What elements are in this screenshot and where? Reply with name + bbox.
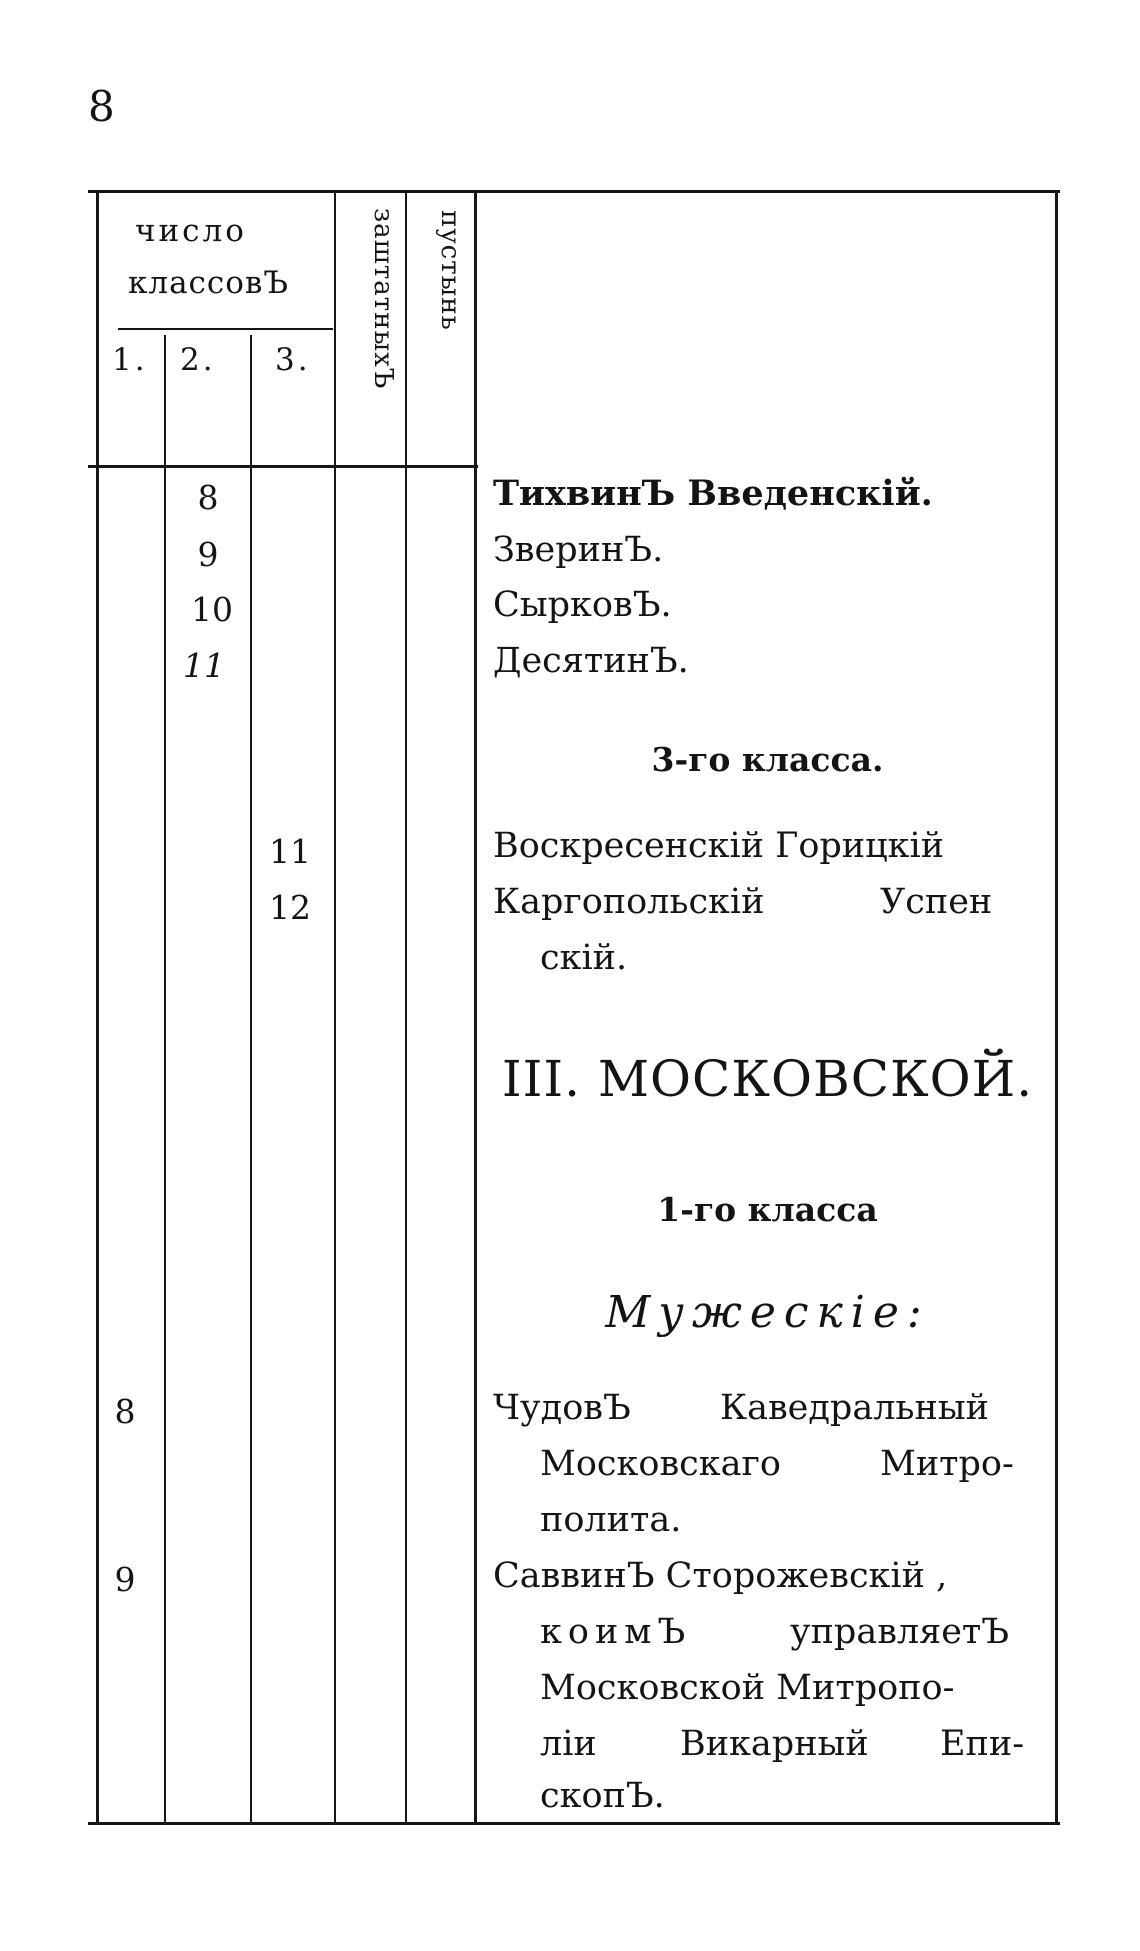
row-monastery-name-cont: полита.	[540, 1500, 682, 1540]
row-class-number: 8	[197, 478, 219, 517]
col5-divider	[474, 190, 477, 1822]
header-classes-label: классовЪ	[128, 265, 290, 301]
row-monastery-name: СаввинЪ Сторожевскiй ,	[493, 1556, 948, 1596]
subsection-heading: Мужескiе:	[605, 1287, 930, 1338]
row-monastery-name: Воскресенскiй Горицкiй	[493, 826, 945, 866]
row-monastery-name: СырковЪ.	[493, 585, 672, 625]
row-monastery-name-cont: Викарный	[680, 1724, 869, 1764]
row-monastery-name: ЧудовЪ	[493, 1388, 631, 1428]
page-number: 8	[88, 82, 115, 131]
table-right-border	[1055, 190, 1058, 1822]
row-monastery-name-cont: Московской Митропо-	[540, 1668, 955, 1708]
row-class-number: 8	[114, 1392, 136, 1431]
header-col-empty: пустынь	[435, 210, 465, 331]
row-monastery-name-cont: Успен	[880, 882, 993, 922]
row-class-number: 11	[269, 832, 311, 871]
header-col-staffed: заштатныхЪ	[368, 208, 398, 390]
row-class-number: 9	[197, 535, 219, 574]
row-class-number: 9	[114, 1560, 136, 1599]
col4-divider	[405, 190, 407, 1822]
row-monastery-name-cont: Епи-	[940, 1724, 1025, 1764]
header-count-label: число	[135, 213, 247, 249]
row-monastery-name: ТихвинЪ Введенскiй.	[493, 473, 933, 514]
header-col1: 1.	[112, 342, 148, 378]
row-monastery-name-cont: скiй.	[540, 938, 628, 978]
row-monastery-name-cont: Митро-	[880, 1444, 1014, 1484]
row-monastery-name-cont: Московскаго	[540, 1444, 781, 1484]
class-count-underline	[118, 328, 333, 330]
header-col2: 2.	[180, 342, 216, 378]
row-class-number: 12	[269, 888, 311, 927]
section-heading-1st-class: 1-го класса	[657, 1190, 878, 1229]
row-monastery-name: ЗверинЪ.	[493, 530, 664, 570]
row-class-number: 11	[183, 646, 225, 685]
col1-divider	[164, 335, 166, 1822]
row-monastery-name: ДесятинЪ.	[493, 641, 689, 681]
col3-divider	[334, 190, 336, 1822]
col2-divider	[250, 335, 252, 1822]
header-col3: 3.	[275, 342, 311, 378]
section-heading-3rd-class: 3-го класса.	[651, 740, 884, 779]
row-monastery-name: Каргопольскiй	[493, 882, 765, 922]
row-monastery-name-cont: Каведральный	[720, 1388, 989, 1428]
table-bottom-rule	[88, 1822, 1060, 1825]
row-monastery-name-cont: коимЪ	[540, 1612, 692, 1652]
row-class-number: 10	[191, 590, 233, 629]
header-separator-rule	[88, 465, 478, 468]
diocese-title: III. МОСКОВСКОЙ.	[501, 1050, 1034, 1108]
table-top-rule	[88, 190, 1060, 193]
row-monastery-name-cont: лiи	[540, 1724, 597, 1764]
row-monastery-name-cont: управляетЪ	[790, 1612, 1010, 1652]
row-monastery-name-cont: скопЪ.	[540, 1776, 665, 1816]
